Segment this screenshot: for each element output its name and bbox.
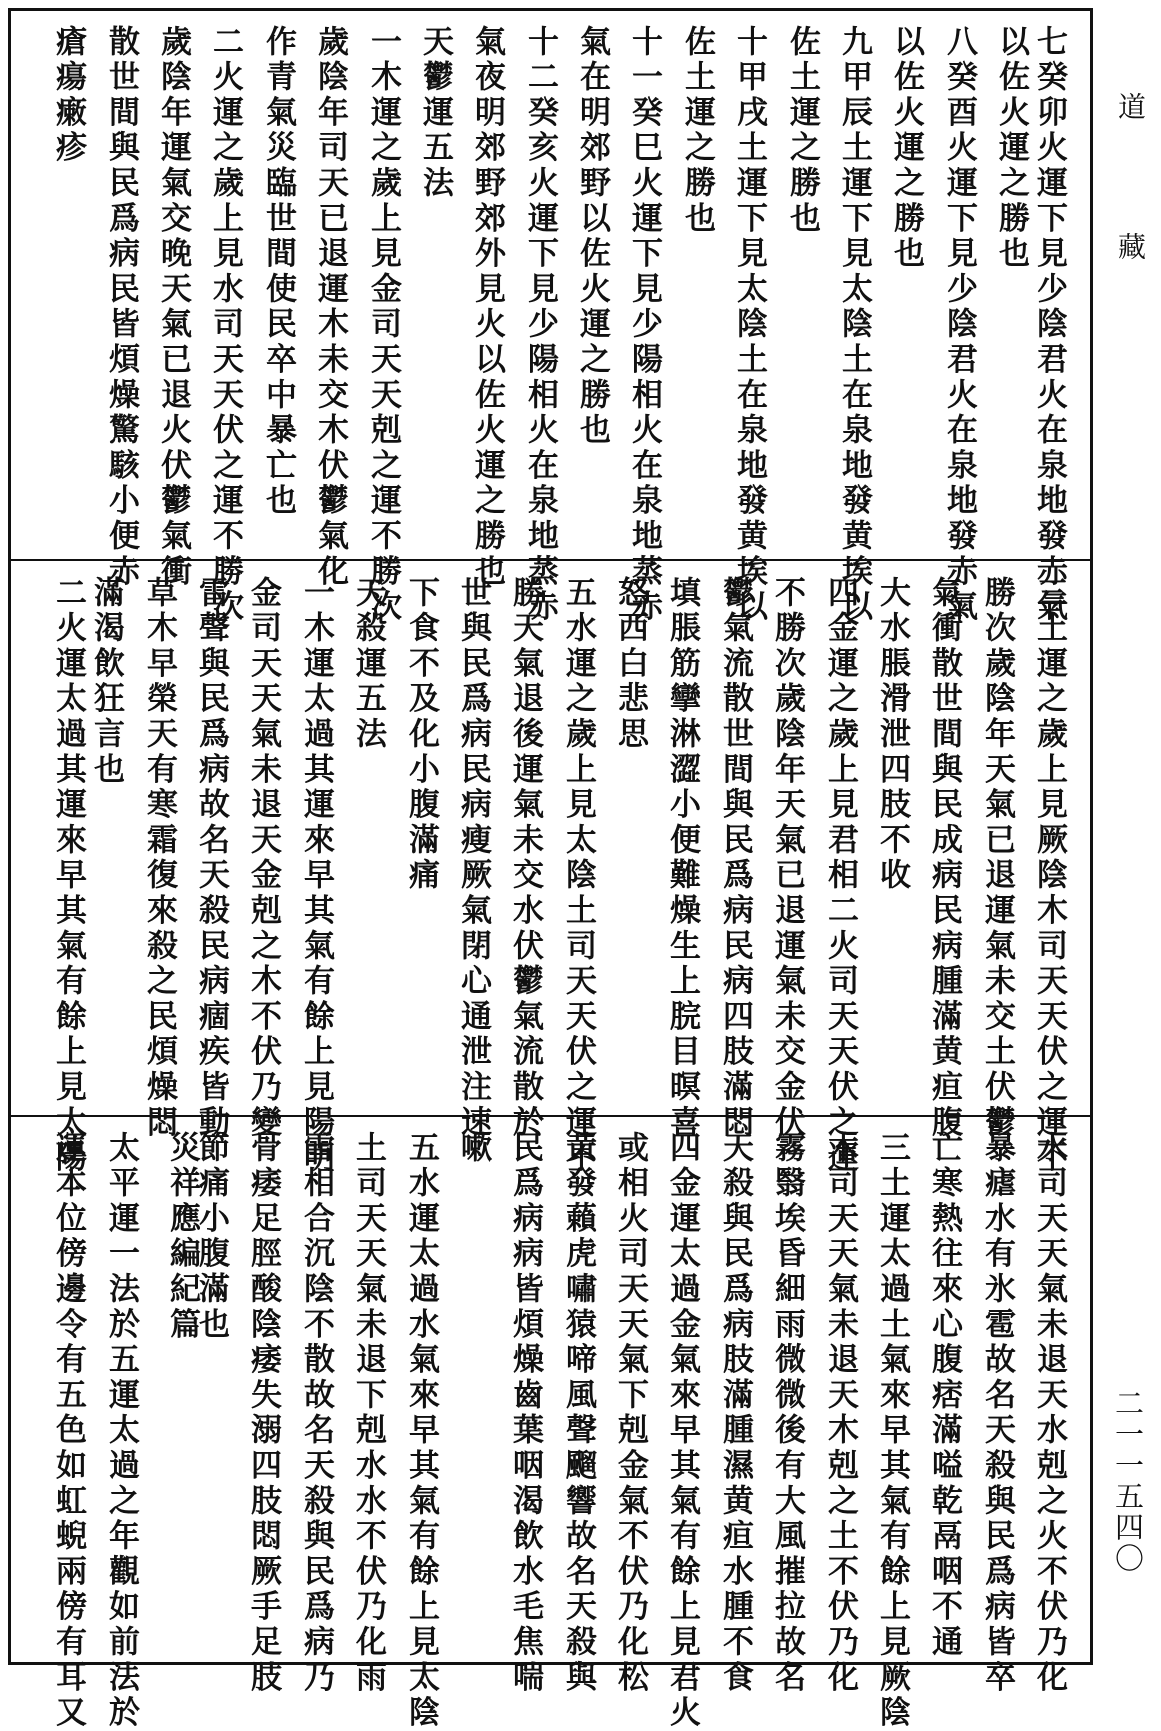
text-column: 四金運太過金氣來早其氣有餘上見君火 bbox=[664, 1131, 700, 1731]
text-column: 作青氣災臨世間使民卒中暴亡也 bbox=[260, 25, 296, 520]
text-column: 勝次歲陰年天氣已退運氣未交土伏鬱 bbox=[979, 576, 1015, 1141]
page-frame bbox=[8, 8, 1093, 1731]
text-column: 瘡瘍瘷疹 bbox=[50, 25, 86, 167]
text-column: 一木運太過其運來早其氣有餘上見陽明 bbox=[298, 576, 334, 1177]
text-column: 十甲戌土運下見太陰土在泉地發黄埃以 bbox=[731, 25, 767, 626]
text-column: 氣在明郊野以佐火運之勝也 bbox=[574, 25, 610, 449]
text-column: 三土運之歲上見厥陰木司天天伏之運不 bbox=[1031, 576, 1067, 1177]
text-column: 天殺運五法 bbox=[350, 576, 386, 753]
text-column: 大水脹滑泄四肢不收 bbox=[874, 576, 910, 894]
register-bottom bbox=[11, 1117, 1090, 1731]
register-divider bbox=[11, 559, 1090, 561]
text-column: 天鬱運五法 bbox=[417, 25, 453, 202]
text-column: 鬱氣流散世間與民爲病民病四肢滿悶 bbox=[717, 576, 753, 1141]
text-column: 木司天天氣未退天木剋之土不伏乃化 bbox=[822, 1131, 858, 1696]
text-column: 氣衝散世間與民成病民病腫滿黄疸腹 bbox=[926, 576, 962, 1141]
text-column: 五水運之歲上見太陰土司天天伏之運不 bbox=[560, 576, 596, 1177]
text-column: 十一癸巳火運下見少陽相火在泉地蒸赤 bbox=[626, 25, 662, 626]
text-column: 四金運之歲上見君相二火司天天伏之運 bbox=[822, 576, 858, 1177]
register-middle bbox=[11, 562, 1090, 1177]
text-column: 亡寒熱往來心腹痞滿嗌乾鬲咽不通 bbox=[926, 1131, 962, 1661]
text-column: 土司天天氣未退下剋水水不伏乃化雨 bbox=[350, 1131, 386, 1696]
text-column: 金司天天氣未退天金剋之木不伏乃變 bbox=[245, 576, 281, 1141]
text-column: 佐土運之勝也 bbox=[679, 25, 715, 237]
text-column: 七癸卯火運下見少陰君火在泉地發赤氣 bbox=[1031, 25, 1067, 626]
text-column: 歲陰年運氣交晚天氣已退火伏鬱氣衝 bbox=[155, 25, 191, 590]
text-column: 骨痿足脛酸陰痿失溺四肢悶厥手足肢 bbox=[245, 1131, 281, 1696]
text-column: 嗽 bbox=[455, 1131, 491, 1167]
register-top bbox=[11, 11, 1090, 626]
page-number: 二一一五四〇 bbox=[1111, 1388, 1145, 1574]
text-column: 雪相合沉陰不散故名天殺與民爲病乃 bbox=[298, 1131, 334, 1696]
text-column: 運本位傍邊令有五色如虹蜺兩傍有耳又 bbox=[50, 1131, 86, 1731]
text-column: 氣夜明郊野郊外見火以佐火運之勝也 bbox=[469, 25, 505, 590]
text-column: 或相火司天天氣下剋金氣不伏乃化松 bbox=[612, 1131, 648, 1696]
text-column: 世與民爲病民病瘦厥氣閉心通泄注速 bbox=[455, 576, 491, 1141]
text-column: 暴瘧水有氷雹故名天殺與民爲病皆卒 bbox=[979, 1131, 1015, 1696]
text-column: 雷聲與民爲病故名天殺民病痼疾皆動 bbox=[193, 576, 229, 1141]
text-column: 民爲病病皆煩燥齒葉咽渴飲水毛焦喘 bbox=[507, 1131, 543, 1696]
text-column: 三土運太過土氣來早其氣有餘上見厥陰 bbox=[874, 1131, 910, 1731]
text-column: 以佐火運之勝也 bbox=[993, 25, 1029, 273]
collection-title: 道藏 bbox=[1114, 92, 1147, 372]
text-column: 怒西白悲思 bbox=[612, 576, 648, 753]
text-column: 草木早榮天有寒霜復來殺之民煩燥悶 bbox=[141, 576, 177, 1141]
text-column: 八癸酉火運下見少陰君火在泉地發赤氣 bbox=[941, 25, 977, 626]
text-column: 黄發藾虎嘯猿啼風聲飀響故名天殺與 bbox=[560, 1131, 596, 1696]
text-column: 滿渴飲狂言也 bbox=[88, 576, 124, 788]
text-column: 天殺與民爲病肢滿腫濕黄疸水腫不食 bbox=[717, 1131, 753, 1696]
text-column: 不勝次歲陰年天氣已退運氣未交金伏 bbox=[769, 576, 805, 1141]
text-column: 下食不及化小腹滿痛 bbox=[403, 576, 439, 894]
text-column: 佐土運之勝也 bbox=[784, 25, 820, 237]
text-column: 災祥應編紀篇 bbox=[164, 1131, 200, 1343]
text-column: 太平運一法於五運太過之年觀如前法於 bbox=[103, 1131, 139, 1731]
text-column: 散世間與民爲病民皆煩燥驚駭小便赤 bbox=[103, 25, 139, 590]
text-column: 以佐火運之勝也 bbox=[888, 25, 924, 273]
text-column: 霧翳埃昏細雨微微後有大風摧拉故名 bbox=[769, 1131, 805, 1696]
text-column: 一木運之歲上見金司天天剋之運不勝次 bbox=[365, 25, 401, 626]
text-column: 節痛小腹滿也 bbox=[193, 1131, 229, 1343]
text-column: 二火運之歲上見水司天天伏之運不勝次 bbox=[207, 25, 243, 626]
text-column: 填脹筋攣淋澀小便難燥生上脘目暝喜 bbox=[664, 576, 700, 1141]
text-column: 水司天天氣未退天水剋之火不伏乃化 bbox=[1031, 1131, 1067, 1696]
text-column: 二火運太過其運來早其氣有餘上見太陽 bbox=[50, 576, 86, 1177]
text-column: 勝天氣退後運氣未交水伏鬱氣流散於 bbox=[507, 576, 543, 1141]
text-column: 九甲辰土運下見太陰土在泉地發黄埃以 bbox=[836, 25, 872, 626]
text-column: 五水運太過水氣來早其氣有餘上見太陰 bbox=[403, 1131, 439, 1731]
text-column: 十二癸亥火運下見少陽相火在泉地蒸赤 bbox=[522, 25, 558, 626]
text-column: 歲陰年司天已退運木未交木伏鬱氣化 bbox=[312, 25, 348, 590]
